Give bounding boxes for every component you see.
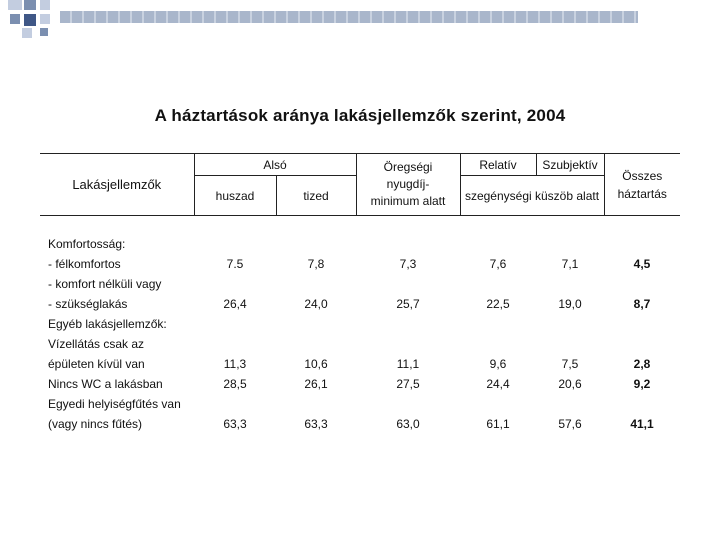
- header-tized: tized: [276, 176, 356, 216]
- table-row: [40, 234, 680, 254]
- header-row-1: [40, 154, 680, 176]
- table-cell: [276, 394, 356, 414]
- table-cell: 7,6: [489, 256, 507, 271]
- table-cell: 2,8: [633, 356, 651, 371]
- header-lakasjellemzok: Lakásjellemzők: [40, 154, 194, 216]
- decor-square: [10, 14, 20, 24]
- table-cell: 11,1: [396, 356, 420, 371]
- table-cell: 7,3: [399, 256, 417, 271]
- table-cell: [536, 274, 604, 294]
- table-cell: 10,6: [304, 356, 328, 371]
- table-row: [40, 254, 680, 274]
- header-szubjektiv: Szubjektív: [536, 154, 604, 176]
- header-oregsegi-line1: Öregségi: [383, 160, 433, 174]
- table-row: [40, 414, 680, 434]
- table-cell: [604, 274, 680, 294]
- table-row: [40, 274, 680, 294]
- table-cell: 7,8: [307, 256, 325, 271]
- header-also: Alsó: [194, 154, 356, 176]
- header-osszes-line2: háztartás: [617, 186, 667, 201]
- table-cell: 7,5: [561, 356, 579, 371]
- table-cell: 27,5: [396, 376, 420, 391]
- decor-square: [22, 28, 32, 38]
- table-cell: [460, 274, 536, 294]
- table-row: [40, 314, 680, 334]
- table-row: [40, 294, 680, 314]
- table-cell: [460, 314, 536, 334]
- table-cell: 63,3: [223, 416, 247, 431]
- table-cell: 9,6: [489, 356, 507, 371]
- table-cell: 24,0: [304, 296, 328, 311]
- table-cell: 11,3: [223, 356, 247, 371]
- table-title: A háztartások aránya lakásjellemzők szerint, 2004: [154, 106, 566, 125]
- header-szegenyseg: szegénységi küszöb alatt: [460, 176, 604, 216]
- table-cell: [604, 234, 680, 254]
- header-oregsegi: [356, 154, 460, 216]
- row-label: Vízellátás csak az: [48, 336, 145, 351]
- table-cell: [604, 334, 680, 354]
- table-cell: 7.5: [226, 256, 244, 271]
- table-cell: 25,7: [396, 296, 420, 311]
- spacer-row: [40, 216, 680, 234]
- decor-square: [24, 14, 36, 26]
- table-cell: [194, 394, 276, 414]
- row-label: (vagy nincs fűtés): [48, 416, 143, 431]
- table-cell: 4,5: [633, 256, 651, 271]
- table-cell: 26,1: [304, 376, 328, 391]
- row-label: - félkomfortos: [48, 256, 121, 271]
- table-cell: [194, 314, 276, 334]
- table-cell: [604, 314, 680, 334]
- row-label: Komfortosság:: [48, 236, 126, 251]
- table-cell: [356, 234, 460, 254]
- table-cell: [460, 334, 536, 354]
- table-body: [40, 234, 680, 434]
- statistics-table: [40, 153, 680, 434]
- table-cell: [460, 394, 536, 414]
- table-cell: 22,5: [486, 296, 510, 311]
- table-row: [40, 354, 680, 374]
- table-cell: 57,6: [558, 416, 582, 431]
- decor-square: [24, 0, 36, 10]
- table-cell: [194, 234, 276, 254]
- table-cell: [276, 314, 356, 334]
- row-label: - szükséglakás: [48, 296, 128, 311]
- table-cell: 24,4: [486, 376, 510, 391]
- table-cell: [194, 274, 276, 294]
- table-row: [40, 374, 680, 394]
- table-cell: [536, 234, 604, 254]
- decor-square: [40, 14, 50, 24]
- row-label: - komfort nélküli vagy: [48, 276, 162, 291]
- table-cell: 26,4: [223, 296, 247, 311]
- row-label: épületen kívül van: [48, 356, 145, 371]
- table-cell: 20,6: [558, 376, 582, 391]
- table-cell: 61,1: [486, 416, 510, 431]
- table-cell: 41,1: [630, 416, 654, 431]
- table-cell: [276, 334, 356, 354]
- table-cell: [536, 334, 604, 354]
- decor-square: [40, 28, 48, 36]
- header-huszad: huszad: [194, 176, 276, 216]
- table-cell: 19,0: [558, 296, 582, 311]
- header-oregsegi-line3: minimum alatt: [370, 194, 446, 208]
- table-cell: [276, 234, 356, 254]
- header-osszes: [604, 154, 680, 216]
- table-cell: [356, 314, 460, 334]
- decor-square: [40, 0, 50, 10]
- row-label: Egyéb lakásjellemzők:: [48, 316, 167, 331]
- table-cell: 9,2: [633, 376, 651, 391]
- table-cell: [536, 394, 604, 414]
- header-osszes-line1: Összes: [622, 168, 663, 183]
- table-row: [40, 334, 680, 354]
- row-label: Nincs WC a lakásban: [48, 376, 163, 391]
- table-cell: 63,3: [304, 416, 328, 431]
- table-cell: 8,7: [633, 296, 651, 311]
- table-cell: [604, 394, 680, 414]
- header-oregsegi-line2: nyugdíj-: [386, 177, 430, 191]
- table-cell: [276, 274, 356, 294]
- table-cell: 63,0: [396, 416, 420, 431]
- decor-square: [8, 0, 22, 10]
- table-row: [40, 394, 680, 414]
- table-cell: [194, 334, 276, 354]
- row-label: Egyedi helyiségfűtés van: [48, 396, 181, 411]
- table-cell: [356, 334, 460, 354]
- table-cell: 28,5: [223, 376, 247, 391]
- table-cell: [460, 234, 536, 254]
- table-cell: [536, 314, 604, 334]
- header-strip: [60, 11, 638, 23]
- header-relativ: Relatív: [460, 154, 536, 176]
- table-cell: 7,1: [561, 256, 579, 271]
- table-cell: [356, 274, 460, 294]
- table-cell: [356, 394, 460, 414]
